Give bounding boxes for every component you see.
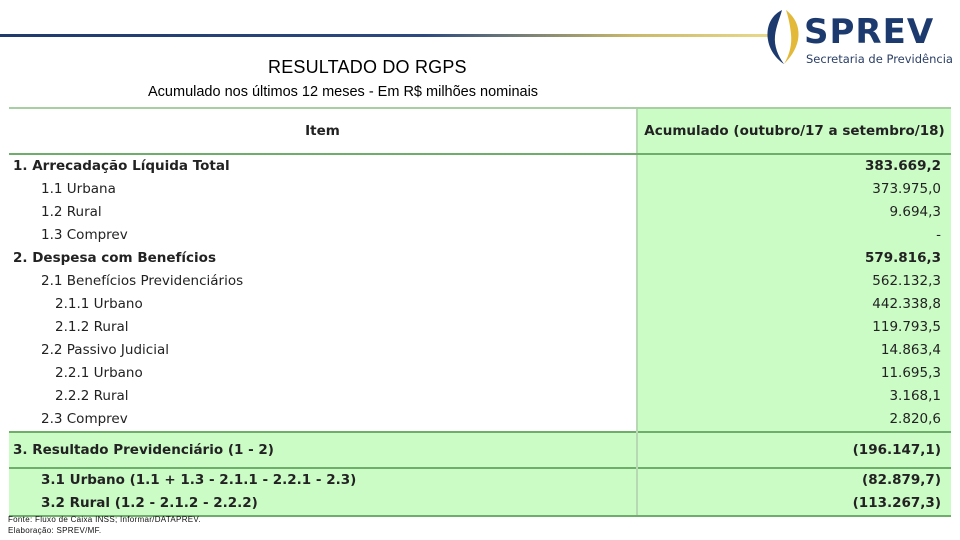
table-row — [9, 293, 951, 316]
row-item: 1.1 Urbana — [9, 178, 637, 201]
row-item: 3. Resultado Previdenciário (1 - 2) — [9, 432, 637, 468]
table-row — [9, 316, 951, 339]
row-item: 1.2 Rural — [9, 201, 637, 224]
table-row — [9, 201, 951, 224]
row-value: - — [637, 224, 951, 247]
row-item: 2. Despesa com Benefícios — [9, 247, 637, 270]
row-value: 442.338,8 — [637, 293, 951, 316]
table-row — [9, 247, 951, 270]
shield-emblem-icon — [762, 6, 806, 68]
row-item: 1. Arrecadação Líquida Total — [9, 154, 637, 178]
table-row-result — [9, 432, 951, 468]
table-row — [9, 154, 951, 178]
row-value: (82.879,7) — [637, 468, 951, 492]
row-value: 119.793,5 — [637, 316, 951, 339]
row-item: 2.2.2 Rural — [9, 385, 637, 408]
row-item: 2.1 Benefícios Previdenciários — [9, 270, 637, 293]
table-row-result — [9, 468, 951, 492]
row-item: 2.3 Comprev — [9, 408, 637, 432]
table-row — [9, 270, 951, 293]
table-header-row — [9, 108, 951, 154]
header-item: Item — [9, 108, 637, 154]
logo-subtitle: Secretaria de Previdência — [806, 52, 953, 66]
table-row — [9, 385, 951, 408]
row-item: 2.2.1 Urbano — [9, 362, 637, 385]
page-subtitle: Acumulado nos últimos 12 meses - Em R$ milhões nominais — [148, 84, 539, 100]
row-value: 14.863,4 — [637, 339, 951, 362]
table-row — [9, 408, 951, 432]
row-item: 2.2 Passivo Judicial — [9, 339, 637, 362]
table-row-result — [9, 492, 951, 516]
row-value: 2.820,6 — [637, 408, 951, 432]
row-value: 373.975,0 — [637, 178, 951, 201]
sprev-logo — [762, 6, 952, 68]
row-item: 2.1.2 Rural — [9, 316, 637, 339]
row-value: 562.132,3 — [637, 270, 951, 293]
row-item: 1.3 Comprev — [9, 224, 637, 247]
table-row — [9, 362, 951, 385]
footer-source: Fonte: Fluxo de Caixa INSS; Informar/DATAPREV. — [8, 515, 201, 524]
results-table — [9, 107, 951, 517]
row-value: 3.168,1 — [637, 385, 951, 408]
row-value: 383.669,2 — [637, 154, 951, 178]
row-value: 9.694,3 — [637, 201, 951, 224]
logo-wordmark: SPREV — [804, 12, 935, 52]
row-value: (196.147,1) — [637, 432, 951, 468]
footer-notes — [8, 514, 201, 536]
table-row — [9, 224, 951, 247]
table-row — [9, 339, 951, 362]
page-title: RESULTADO DO RGPS — [268, 57, 467, 77]
row-value: 11.695,3 — [637, 362, 951, 385]
table-row — [9, 178, 951, 201]
row-value: (113.267,3) — [637, 492, 951, 516]
row-item: 3.1 Urbano (1.1 + 1.3 - 2.1.1 - 2.2.1 - 2.3) — [9, 468, 637, 492]
footer-credit: Elaboração: SPREV/MF. — [8, 526, 102, 535]
row-value: 579.816,3 — [637, 247, 951, 270]
header-value: Acumulado (outubro/17 a setembro/18) — [637, 108, 951, 154]
row-item: 3.2 Rural (1.2 - 2.1.2 - 2.2.2) — [9, 492, 637, 516]
row-item: 2.1.1 Urbano — [9, 293, 637, 316]
header-rule — [0, 34, 770, 37]
